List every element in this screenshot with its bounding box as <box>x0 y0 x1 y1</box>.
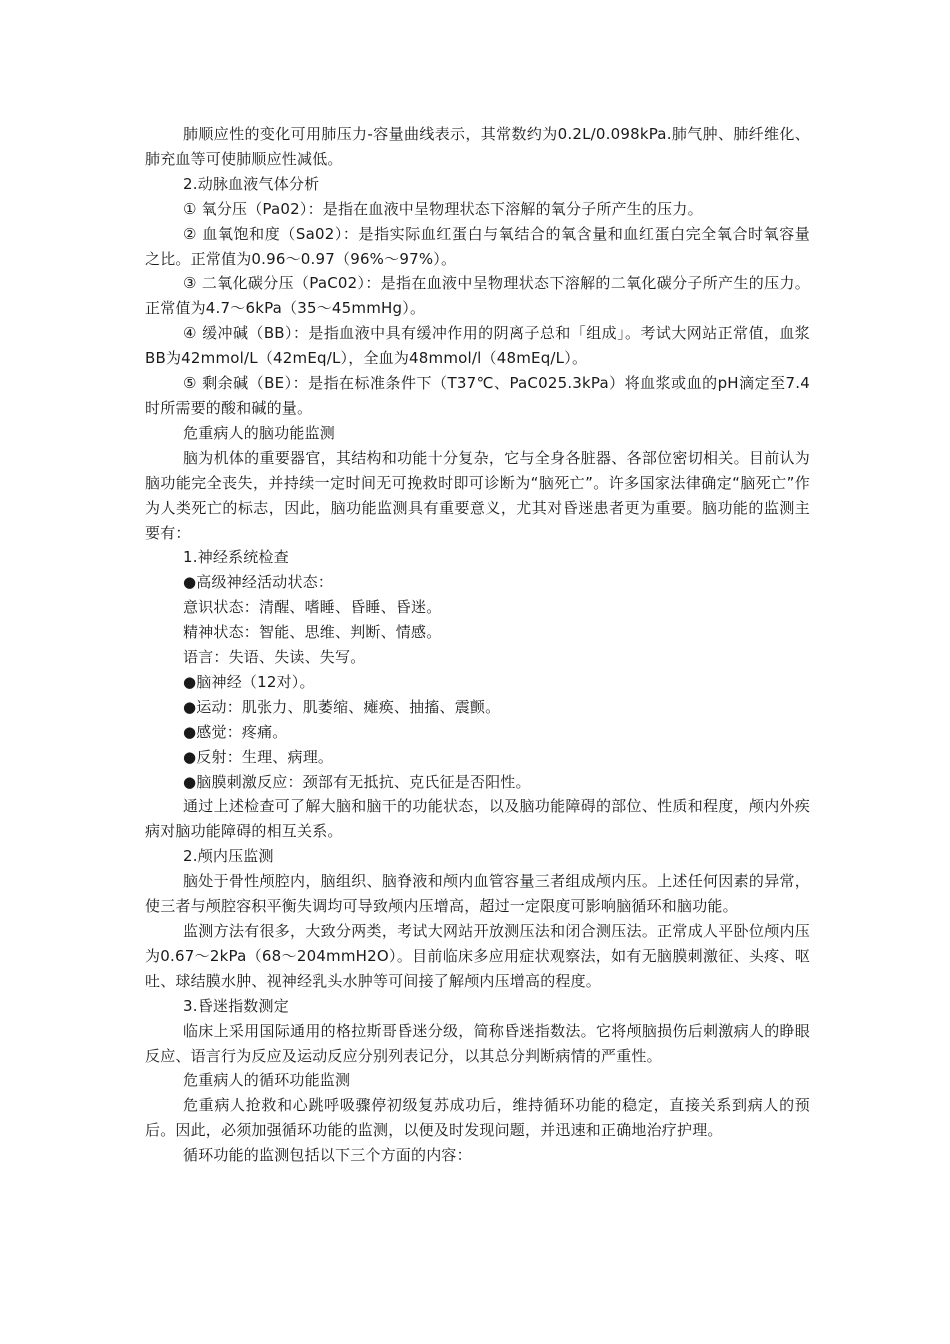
paragraph-exam-summary: 通过上述检查可了解大脑和脑干的功能状态，以及脑功能障碍的部位、性质和程度，颅内外疾病对脑功能障碍的相互关系。 <box>145 797 810 841</box>
paragraph-buffer-base: ④ 缓冲碱（BB）：是指血液中具有缓冲作用的阴离子总和「组成」。考试大网站正常值，血浆BB为42mmol/L（42mEq/L），全血为48mmol/l（48mEq/L）。 <box>145 324 810 368</box>
paragraph-brain-intro: 脑为机体的重要器官，其结构和功能十分复杂，它与全身各脏器、各部位密切相关。目前认为脑功能完全丧失，并持续一定时间无可挽救时即可诊断为“脑死亡”。许多国家法律确定“脑死亡”作为人类死亡的标志，因此，脑功能监测具有重要意义，尤其对昏迷患者更为重要。脑功能的监测主要有： <box>145 448 810 542</box>
list-item-motor: ●运动：肌张力、肌萎缩、瘫痪、抽搐、震颤。 <box>183 697 501 716</box>
document-body <box>145 122 810 1168</box>
list-item-higher-neuro: ●高级神经活动状态： <box>183 573 334 592</box>
list-item-meningeal: ●脑膜刺激反应：颈部有无抵抗、克氏征是否阳性。 <box>183 772 531 791</box>
list-item-mental-state: 精神状态：智能、思维、判断、情感。 <box>183 623 442 642</box>
heading-icp-monitoring: 2.颅内压监测 <box>183 847 274 866</box>
paragraph-paco2: ③ 二氧化碳分压（PaC02）：是指在血液中呈物理状态下溶解的二氧化碳分子所产生的压力。正常值为4.7～6kPa（35～45mmHg）。 <box>145 274 810 318</box>
list-item-reflex: ●反射：生理、病理。 <box>183 747 334 766</box>
list-item-sensory: ●感觉：疼痛。 <box>183 722 288 741</box>
paragraph-icp-intro: 脑处于骨性颅腔内，脑组织、脑脊液和颅内血管容量三者组成颅内压。上述任何因素的异常，使三者与颅腔容积平衡失调均可导致颅内压增高，超过一定限度可影响脑循环和脑功能。 <box>145 872 810 916</box>
paragraph-circulation-list: 循环功能的监测包括以下三个方面的内容： <box>183 1146 472 1165</box>
paragraph-circulation-intro: 危重病人抢救和心跳呼吸骤停初级复苏成功后，维持循环功能的稳定，直接关系到病人的预后。因此，必须加强循环功能的监测，以便及时发现问题，并迅速和正确地治疗护理。 <box>145 1096 810 1140</box>
paragraph-lung-compliance: 肺顺应性的变化可用肺压力-容量曲线表示，其常数约为0.2L/0.098kPa.肺气肿、肺纤维化、肺充血等可使肺顺应性减低。 <box>145 125 810 168</box>
heading-arterial-blood-gas: 2.动脉血液气体分析 <box>183 174 320 193</box>
paragraph-sao2: ② 血氧饱和度（Sa02）：是指实际血红蛋白与氧结合的氧含量和血红蛋白完全氧合时氧容量之比。正常值为0.96～0.97（96%～97%）。 <box>145 224 810 268</box>
paragraph-base-excess: ⑤ 剩余碱（BE）：是指在标准条件下（T37℃、PaC025.3kPa）将血浆或血的pH滴定至7.4时所需要的酸和碱的量。 <box>145 374 810 417</box>
paragraph-coma-index: 临床上采用国际通用的格拉斯哥昏迷分级，简称昏迷指数法。它将颅脑损伤后刺激病人的睁眼反应、语言行为反应及运动反应分别列表记分，以其总分判断病情的严重性。 <box>145 1021 810 1065</box>
list-item-consciousness: 意识状态：清醒、嗜睡、昏睡、昏迷。 <box>183 598 442 617</box>
heading-brain-function: 危重病人的脑功能监测 <box>183 423 336 442</box>
heading-circulation: 危重病人的循环功能监测 <box>183 1071 351 1090</box>
list-item-language: 语言：失语、失读、失写。 <box>183 648 366 667</box>
paragraph-icp-methods: 监测方法有很多，大致分两类，考试大网站开放测压法和闭合测压法。正常成人平卧位颅内压为0.67～2kPa（68～204mmH2O）。目前临床多应用症状观察法，如有无脑膜刺激征、头疼、呕吐、球结膜水肿、视神经乳头水肿等可间接了解颅内压增高的程度。 <box>145 922 810 990</box>
heading-neuro-exam: 1.神经系统检查 <box>183 548 289 567</box>
heading-coma-index: 3.昏迷指数测定 <box>183 996 289 1015</box>
list-item-cranial-nerves: ●脑神经（12对）。 <box>183 672 315 691</box>
paragraph-pao2: ① 氧分压（Pa02）：是指在血液中呈物理状态下溶解的氧分子所产生的压力。 <box>183 199 703 218</box>
